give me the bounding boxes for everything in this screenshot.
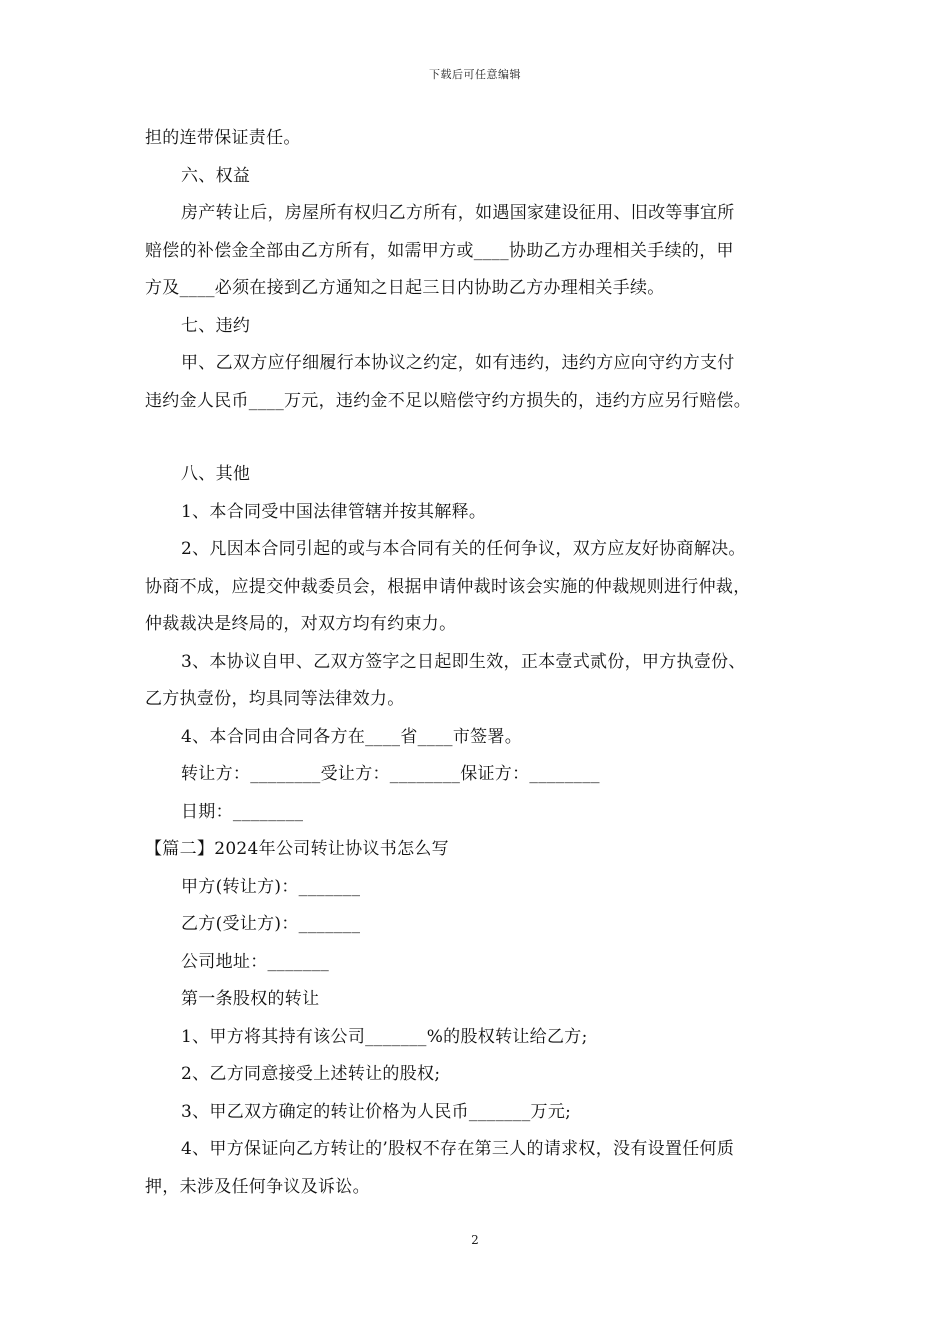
- text-line: 转让方：________受让方：________保证方：________: [181, 764, 600, 784]
- text-line: 乙方(受让方)：_______: [181, 914, 361, 934]
- text-line: 押，未涉及任何争议及诉讼。: [145, 1176, 370, 1197]
- document-body: [145, 120, 825, 1206]
- text-line: 七、违约: [181, 315, 251, 336]
- text-line: 八、其他: [181, 464, 251, 484]
- text-line: 1、甲方将其持有该公司_______%的股权转让给乙方;: [181, 1026, 588, 1047]
- text-line: 甲、乙双方应仔细履行本协议之约定，如有违约，违约方应向守约方支付: [181, 353, 735, 373]
- text-line: 六、权益: [181, 165, 251, 186]
- page-number: 2: [471, 1233, 479, 1247]
- text-line: 甲方(转让方)：_______: [181, 876, 361, 897]
- text-line: 4、本合同由合同各方在____省____市签署。: [181, 726, 523, 747]
- text-line: 2、乙方同意接受上述转让的股权;: [181, 1064, 441, 1084]
- page-header: 下载后可任意编辑: [429, 68, 521, 81]
- text-line: 3、甲乙双方确定的转让价格为人民币_______万元;: [181, 1101, 572, 1122]
- text-line: 违约金人民币____万元，违约金不足以赔偿守约方损失的，违约方应另行赔偿。: [145, 390, 752, 411]
- text-line: 第一条股权的转让: [181, 989, 320, 1009]
- text-line: 公司地址：_______: [181, 951, 330, 972]
- text-line: 房产转让后，房屋所有权归乙方所有，如遇国家建设征用、旧改等事宜所: [181, 203, 735, 223]
- text-line: 协商不成，应提交仲裁委员会，根据申请仲裁时该会实施的仲裁规则进行仲裁，: [145, 576, 751, 597]
- text-line: 乙方执壹份，均具同等法律效力。: [145, 689, 405, 709]
- text-line: 赔偿的补偿金全部由乙方所有，如需甲方或____协助乙方办理相关手续的，甲: [145, 240, 734, 261]
- text-line: 3、本协议自甲、乙双方签字之日起即生效，正本壹式贰份，甲方执壹份、: [181, 651, 746, 672]
- text-line: 仲裁裁决是终局的，对双方均有约束力。: [145, 614, 457, 634]
- text-line: 【篇二】2024年公司转让协议书怎么写: [145, 839, 449, 859]
- paragraph-spacer: [145, 420, 825, 456]
- text-line: 方及____必须在接到乙方通知之日起三日内协助乙方办理相关手续。: [145, 278, 665, 298]
- text-line: 日期：________: [181, 801, 304, 822]
- text-line: 4、甲方保证向乙方转让的’股权不存在第三人的请求权，没有设置任何质: [181, 1139, 735, 1159]
- text-line: 1、本合同受中国法律管辖并按其解释。: [181, 501, 487, 522]
- text-line: 担的连带保证责任。: [145, 128, 301, 148]
- text-line: 2、凡因本合同引起的或与本合同有关的任何争议，双方应友好协商解决。: [181, 539, 746, 559]
